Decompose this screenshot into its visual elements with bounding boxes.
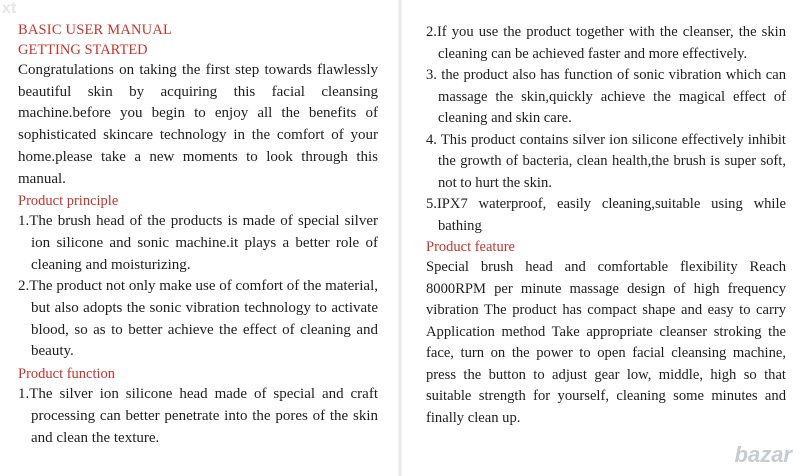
principle-item: 2.The product not only make use of comfort of the material, but also adopts the sonic vibration technology to activate blood, so as to better achieve the effect of cleaning and beauty. <box>18 278 378 360</box>
function-item: 1.The silver ion silicone head made of special and craft processing can better penetrate into the pores of the skin and clean the texture. <box>18 386 378 446</box>
right-page <box>400 0 800 476</box>
principle-item: 1.The brush head of the products is made of special silver ion silicone and sonic machine.it plays a better role of cleaning and moisturizing. <box>18 213 378 273</box>
principle-heading: Product principle <box>18 193 119 210</box>
function-item: 2.If you use the product together with the cleanser, the skin cleaning can be achieved faster and more effectively. <box>426 24 786 62</box>
function-item: 4. This product contains silver ion silicone effectively inhibit the growth of bacteria, clean health,the brush is super soft, not to hurt the skin. <box>426 131 786 191</box>
getting-started-heading: GETTING STARTED <box>18 42 148 58</box>
feature-paragraph: Special brush head and comfortable flexibility Reach 8000RPM per minute massage design of high frequency vibration The product has compact shape and easy to carry Application method Take appropriate cleanser stroking the face, turn on the power to open facial cleansing machine, press the button to adjust gear low, middle, high so that suitable strength for yourself, cleaning some minutes and finally clean up. <box>426 259 786 426</box>
watermark-bottom-right: bazar <box>734 442 792 467</box>
feature-heading: Product feature <box>426 239 515 255</box>
function-item: 3. the product also has function of sonic vibration which can massage the skin,quickly achieve the magical effect of cleaning and skin care. <box>426 67 786 126</box>
function-item: 5.IPX7 waterproof, easily cleaning,suitable using while bathing <box>426 196 786 234</box>
function-heading: Product function <box>18 366 116 383</box>
manual-title: BASIC USER MANUAL <box>18 22 173 38</box>
intro-paragraph: Congratulations on taking the first step towards flawlessly beautiful skin by acquiring this facial cleansing machine.before you begin to enjoy all the benefits of sophisticated skincare technology in the comfort of your home.please take a new moments to look through this manual. <box>18 62 378 187</box>
watermark-top-left: xt <box>2 0 17 17</box>
